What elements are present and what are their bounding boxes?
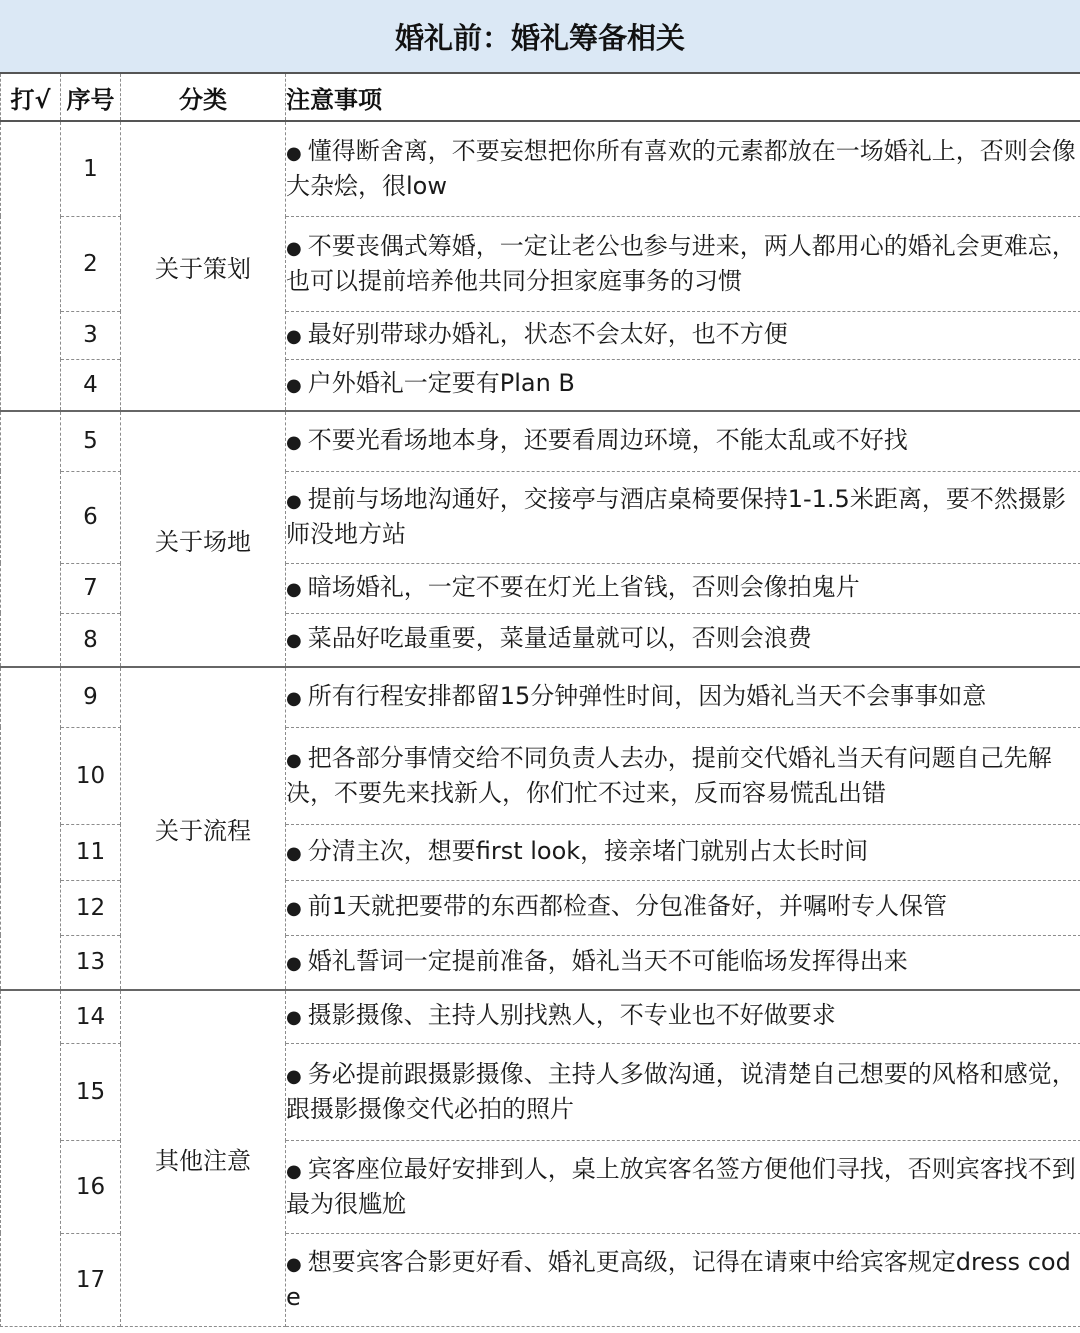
bullet-icon: ●	[286, 325, 302, 347]
note-text: 所有行程安排都留15分钟弹性时间，因为婚礼当天不会事事如意	[307, 681, 987, 710]
note-text: 想要宾客合影更好看、婚礼更高级，记得在请柬中给宾客规定dress code	[286, 1247, 1071, 1311]
bullet-icon: ●	[286, 1007, 302, 1029]
table-row	[1, 990, 1080, 1043]
note-text: 不要光看场地本身，还要看周边环境，不能太乱或不好找	[307, 425, 908, 454]
checklist-table	[0, 74, 1080, 1327]
row-number: 8	[61, 613, 121, 667]
bullet-icon: ●	[286, 842, 302, 864]
note-cell	[286, 359, 1080, 411]
note-cell	[286, 727, 1080, 824]
row-number: 5	[61, 411, 121, 471]
category-cell: 其他注意	[121, 990, 286, 1326]
note-cell	[286, 563, 1080, 613]
header-notes: 注意事项	[286, 74, 1080, 121]
table-row	[1, 411, 1080, 471]
note-cell	[286, 471, 1080, 563]
note-text: 务必提前跟摄影摄像、主持人多做沟通，说清楚自己想要的风格和感觉，跟摄影摄像交代必拍的照片	[286, 1059, 1076, 1123]
row-number: 4	[61, 359, 121, 411]
note-cell	[286, 121, 1080, 216]
note-cell	[286, 411, 1080, 471]
row-number: 1	[61, 121, 121, 216]
note-text: 摄影摄像、主持人别找熟人，不专业也不好做要求	[307, 1001, 836, 1030]
bullet-icon: ●	[286, 578, 302, 600]
note-text: 把各部分事情交给不同负责人去办，提前交代婚礼当天有问题自己先解决，不要先来找新人，你们忙不过来，反而容易慌乱出错	[286, 743, 1052, 807]
bullet-icon: ●	[286, 1160, 302, 1182]
bullet-icon: ●	[286, 431, 302, 453]
table-row	[1, 121, 1080, 216]
note-cell	[286, 880, 1080, 935]
row-number: 9	[61, 667, 121, 727]
note-cell	[286, 1140, 1080, 1233]
note-cell	[286, 990, 1080, 1043]
row-number: 13	[61, 935, 121, 990]
header-check: 打√	[1, 74, 61, 121]
check-cell[interactable]	[1, 121, 61, 411]
row-number: 12	[61, 880, 121, 935]
bullet-icon: ●	[286, 749, 302, 771]
bullet-icon: ●	[286, 237, 302, 259]
note-text: 最好别带球办婚礼，状态不会太好，也不方便	[307, 319, 788, 348]
row-number: 10	[61, 727, 121, 824]
row-number: 6	[61, 471, 121, 563]
bullet-icon: ●	[286, 491, 302, 512]
note-cell	[286, 935, 1080, 990]
note-cell	[286, 1043, 1080, 1140]
bullet-icon: ●	[286, 952, 302, 974]
bullet-icon: ●	[286, 687, 302, 709]
category-cell: 关于场地	[121, 411, 286, 667]
note-text: 不要丧偶式筹婚，一定让老公也参与进来，两人都用心的婚礼会更难忘，也可以提前培养他共同分担家庭事务的习惯	[286, 231, 1076, 295]
category-cell: 关于策划	[121, 121, 286, 411]
row-number: 2	[61, 216, 121, 311]
bullet-icon: ●	[286, 898, 302, 919]
note-text: 懂得断舍离，不要妄想把你所有喜欢的元素都放在一场婚礼上，否则会像大杂烩，很low	[286, 136, 1076, 200]
note-cell	[286, 667, 1080, 727]
bullet-icon: ●	[286, 1253, 302, 1275]
row-number: 14	[61, 990, 121, 1043]
note-text: 户外婚礼一定要有Plan B	[307, 369, 575, 398]
row-number: 7	[61, 563, 121, 613]
bullet-icon: ●	[286, 142, 302, 164]
note-cell	[286, 1233, 1080, 1326]
note-text: 提前与场地沟通好，交接亭与酒店桌椅要保持1-1.5米距离，要不然摄影师没地方站	[286, 485, 1066, 548]
bullet-icon: ●	[286, 375, 302, 397]
sheet-title: 婚礼前：婚礼筹备相关	[0, 0, 1080, 74]
note-cell	[286, 216, 1080, 311]
header-row	[1, 74, 1080, 121]
row-number: 11	[61, 824, 121, 880]
note-text: 婚礼誓词一定提前准备，婚礼当天不可能临场发挥得出来	[307, 946, 908, 975]
note-text: 分清主次，想要first look，接亲堵门就别占太长时间	[307, 836, 869, 865]
note-text: 暗场婚礼，一定不要在灯光上省钱，否则会像拍鬼片	[307, 572, 860, 601]
header-number: 序号	[61, 74, 121, 121]
bullet-icon: ●	[286, 1065, 302, 1087]
check-cell[interactable]	[1, 411, 61, 667]
check-cell[interactable]	[1, 667, 61, 990]
row-number: 17	[61, 1233, 121, 1326]
note-cell	[286, 311, 1080, 359]
bullet-icon: ●	[286, 630, 302, 652]
row-number: 15	[61, 1043, 121, 1140]
note-cell	[286, 824, 1080, 880]
note-text: 前1天就把要带的东西都检查、分包准备好，并嘱咐专人保管	[307, 892, 947, 920]
note-text: 菜品好吃最重要，菜量适量就可以，否则会浪费	[307, 624, 812, 653]
header-category: 分类	[121, 74, 286, 121]
note-cell	[286, 613, 1080, 667]
row-number: 16	[61, 1140, 121, 1233]
check-cell[interactable]	[1, 990, 61, 1326]
row-number: 3	[61, 311, 121, 359]
note-text: 宾客座位最好安排到人，桌上放宾客名签方便他们寻找，否则宾客找不到最为很尴尬	[286, 1154, 1076, 1218]
category-cell: 关于流程	[121, 667, 286, 990]
table-row	[1, 667, 1080, 727]
